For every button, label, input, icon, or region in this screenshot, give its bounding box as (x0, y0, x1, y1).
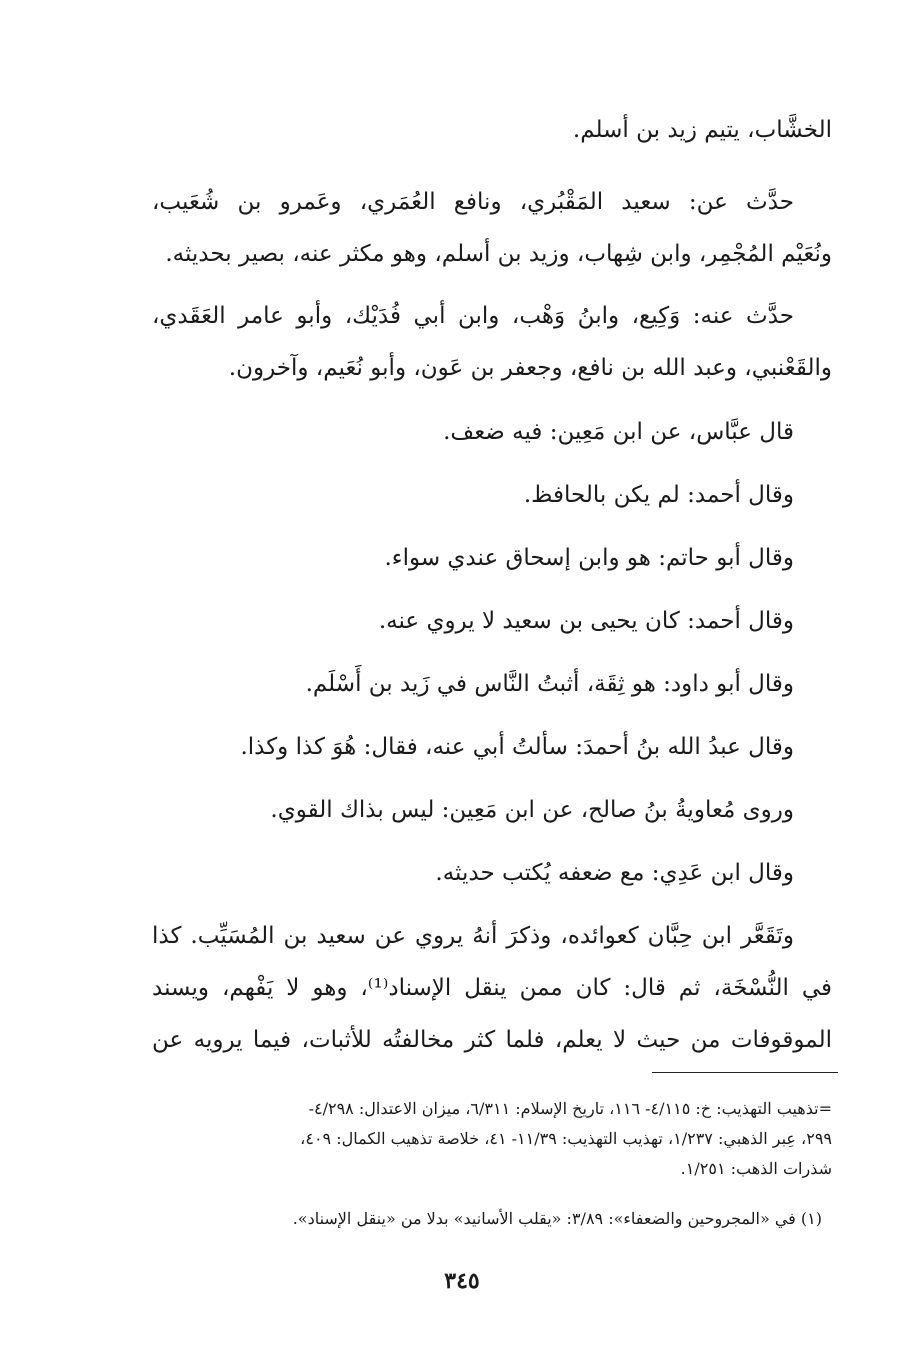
page-number: ٣٤٥ (444, 1268, 480, 1294)
ibn-hibban-paragraph (152, 910, 832, 1066)
quote-line: قال عبَّاس، عن ابن مَعِين: فيه ضعف. (443, 419, 794, 445)
students-line-1: حدَّث عنه: وَكِيع، وابنُ وَهْب، وابن أبي فُدَيْك، وأبو عامر العَقَدي، (152, 303, 794, 329)
quote-line: وقال أحمد: لم يكن بالحافظ. (523, 482, 794, 508)
teachers-line-1: حدَّث عن: سعيد المَقْبُري، ونافع العُمَري، وعَمرو بن شُعَيب، (152, 189, 794, 215)
footnote-line: =تذهيب التهذيب: خ: ٤/١١٥- ١١٦، تاريخ الإسلام: ٦/٣١١، ميزان الاعتدال: ٤/٢٩٨- (308, 1099, 832, 1118)
quote-line: وقال عبدُ الله بنُ أحمدَ: سألتُ أبي عنه، فقال: هُوَ كذا وكذا. (240, 734, 794, 760)
ibn-hibban-line-2: في النُّسْخَة، ثم قال: كان ممن ينقل الإسناد⁽¹⁾، وهو لا يَفْهم، ويسند (152, 975, 832, 1001)
footnote-separator (652, 1072, 838, 1073)
students-paragraph (152, 290, 832, 394)
footnote-1 (142, 1204, 832, 1234)
teachers-paragraph (152, 176, 832, 280)
opening-paragraph (152, 104, 832, 156)
quote-line: وروى مُعاويةُ بنُ صالح، عن ابن مَعِين: ليس بذاك القوي. (270, 797, 794, 823)
ibn-hibban-line-3: الموقوفات من حيث لا يعلم، فلما كثر مخالفتُه للأثبات، فيما يرويه عن (152, 1027, 832, 1053)
footnote-line: (١) في «المجروحين والضعفاء»: ٣/٨٩: «يقلب الأسانيد» بدلا من «ينقل الإسناد». (292, 1209, 822, 1228)
quote-line: وقال أبو حاتم: هو وابن إسحاق عندي سواء. (384, 545, 794, 571)
quote-line: وقال أحمد: كان يحيى بن سعيد لا يروي عنه. (378, 608, 794, 634)
teachers-line-2: ونُعَيْم المُجْمِر، وابن شِهاب، وزيد بن أسلم، وهو مكثر عنه، بصير بحديثه. (165, 241, 832, 267)
footnote-continuation (152, 1094, 832, 1184)
footnote-line: شذرات الذهب: ١/٢٥١. (680, 1159, 832, 1178)
students-line-2: والقَعْنبي، وعبد الله بن نافع، وجعفر بن عَون، وأبو نُعَيم، وآخرون. (228, 355, 832, 381)
quote-line: وقال ابن عَدِي: مع ضعفه يُكتب حديثه. (435, 860, 794, 886)
ibn-hibban-line-1: وتَقَعَّر ابن حِبَّان كعوائده، وذكرَ أنهُ يروي عن سعيد بن المُسَيِّب. كذا (152, 923, 794, 949)
quote-line: وقال أبو داود: هو ثِقَة، أثبتُ النَّاس في زَيد بن أَسْلَم. (305, 671, 794, 697)
footnote-line: ٢٩٩، عِبر الذهبي: ١/٢٣٧، تهذيب التهذيب: ١١/٣٩- ٤١، خلاصة تذهيب الكمال: ٤٠٩، (300, 1129, 832, 1148)
opening-line: الخشَّاب، يتيم زيد بن أسلم. (572, 117, 832, 143)
